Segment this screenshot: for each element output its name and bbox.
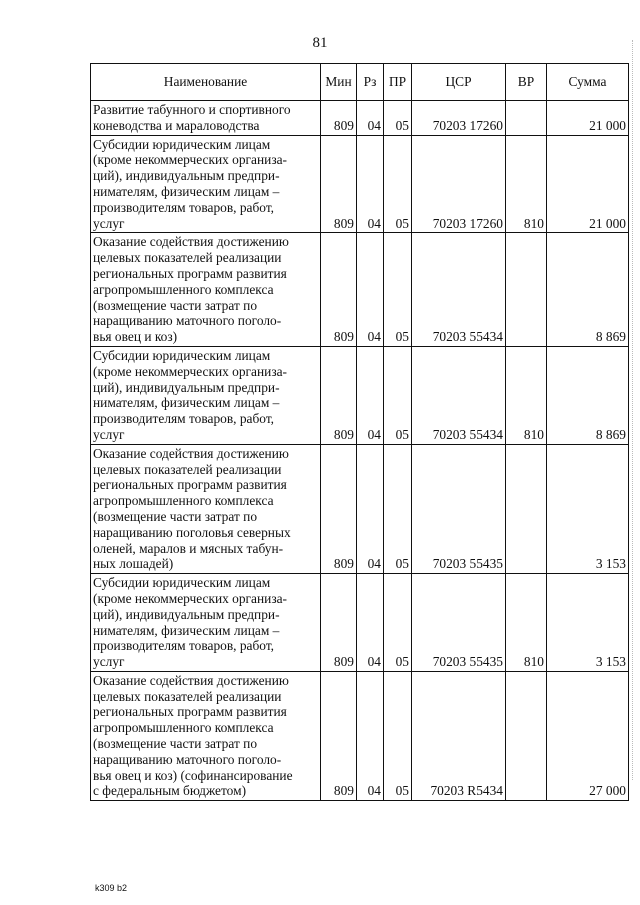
cell-rz: 04 [357,444,384,573]
header-name: Наименование [91,64,321,101]
table-row [91,233,629,347]
cell-pr: 05 [384,444,412,573]
cell-name: Оказание содействия достижению целевых показателей реализации региональных программ развития агропромышленного комплекса (возмещение части затрат по наращиванию маточного поголо- вья овец и коз) (софинансирование с федеральным бюджетом) [91,671,321,800]
cell-sum: 3 153 [547,444,629,573]
cell-sum: 8 869 [547,233,629,347]
cell-pr: 05 [384,101,412,136]
table-row [91,135,629,233]
table-row [91,444,629,573]
cell-vr [506,101,547,136]
header-sum: Сумма [547,64,629,101]
footer-code: k309 b2 [95,883,128,893]
cell-name: Субсидии юридическим лицам (кроме некоммерческих организа- ций), индивидуальным предпри- нимателям, физическим лицам – производителям товаров, работ, услуг [91,135,321,233]
cell-min: 809 [321,346,357,444]
cell-pr: 05 [384,346,412,444]
cell-name: Субсидии юридическим лицам (кроме некоммерческих организа- ций), индивидуальным предпри- нимателям, физическим лицам – производителям товаров, работ, услуг [91,574,321,672]
cell-vr: 810 [506,574,547,672]
cell-vr [506,671,547,800]
cell-min: 809 [321,671,357,800]
cell-min: 809 [321,101,357,136]
cell-csr: 70203 55434 [412,233,506,347]
header-vr: ВР [506,64,547,101]
cell-pr: 05 [384,233,412,347]
cell-min: 809 [321,574,357,672]
cell-sum: 27 000 [547,671,629,800]
cell-rz: 04 [357,346,384,444]
cell-vr [506,233,547,347]
cell-rz: 04 [357,135,384,233]
budget-table [90,63,629,801]
cell-csr: 70203 17260 [412,135,506,233]
header-pr: ПР [384,64,412,101]
cell-rz: 04 [357,671,384,800]
cell-vr: 810 [506,135,547,233]
cell-name: Оказание содействия достижению целевых показателей реализации региональных программ развития агропромышленного комплекса (возмещение части затрат по наращиванию маточного поголо- вья овец и коз) [91,233,321,347]
cell-name: Развитие табунного и спортивного коневодства и мараловодства [91,101,321,136]
cell-pr: 05 [384,671,412,800]
table-row [91,574,629,672]
cell-rz: 04 [357,574,384,672]
cell-name: Субсидии юридическим лицам (кроме некоммерческих организа- ций), индивидуальным предпри- нимателям, физическим лицам – производителям товаров, работ, услуг [91,346,321,444]
table-row [91,101,629,136]
cell-pr: 05 [384,135,412,233]
table-body [91,101,629,801]
scan-margin-artifact [632,40,634,780]
header-rz: Рз [357,64,384,101]
cell-sum: 21 000 [547,101,629,136]
cell-min: 809 [321,135,357,233]
cell-rz: 04 [357,233,384,347]
cell-vr: 810 [506,346,547,444]
page-number: 81 [312,35,328,51]
cell-csr: 70203 R5434 [412,671,506,800]
header-csr: ЦСР [412,64,506,101]
cell-csr: 70203 55435 [412,444,506,573]
cell-vr [506,444,547,573]
cell-min: 809 [321,444,357,573]
table-header-row [91,64,629,101]
budget-table-container [90,63,628,801]
cell-sum: 21 000 [547,135,629,233]
cell-csr: 70203 55434 [412,346,506,444]
cell-name: Оказание содействия достижению целевых показателей реализации региональных программ развития агропромышленного комплекса (возмещение части затрат по наращиванию поголовья северных оленей, маралов и мясных табун- ных лошадей) [91,444,321,573]
cell-csr: 70203 55435 [412,574,506,672]
cell-sum: 8 869 [547,346,629,444]
cell-rz: 04 [357,101,384,136]
header-min: Мин [321,64,357,101]
cell-min: 809 [321,233,357,347]
cell-csr: 70203 17260 [412,101,506,136]
table-row [91,671,629,800]
cell-pr: 05 [384,574,412,672]
table-row [91,346,629,444]
cell-sum: 3 153 [547,574,629,672]
